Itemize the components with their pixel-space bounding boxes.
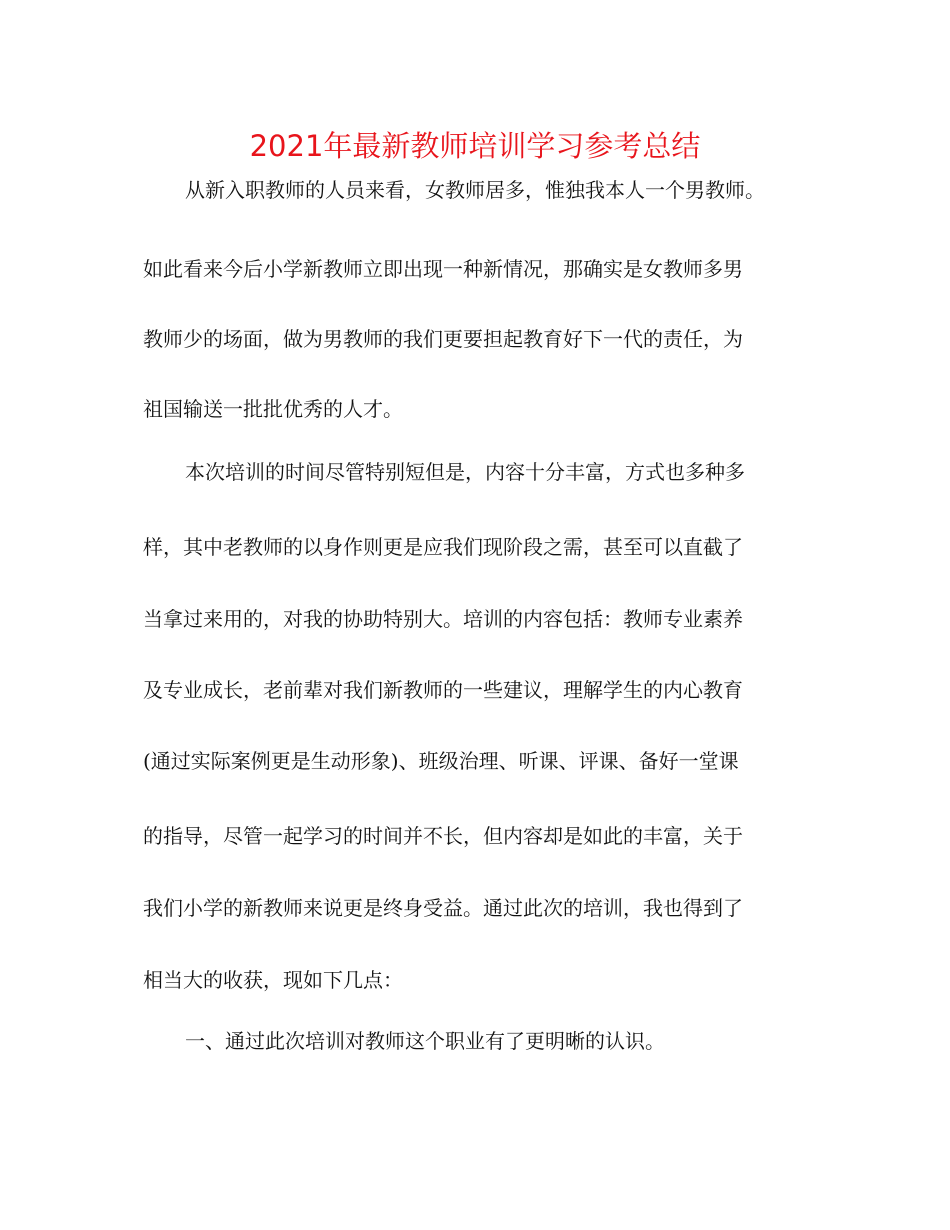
paragraph-line: 教师少的场面，做为男教师的我们更要担起教育好下一代的责任，为	[143, 327, 743, 351]
paragraph-line: 祖国输送一批批优秀的人才。	[143, 397, 403, 421]
paragraph-line: 的指导，尽管一起学习的时间并不长，但内容却是如此的丰富，关于	[143, 824, 743, 848]
paragraph-line: (通过实际案例更是生动形象)、班级治理、听课、评课、备好一堂课	[143, 749, 739, 773]
paragraph-line: 我们小学的新教师来说更是终身受益。通过此次的培训，我也得到了	[143, 896, 743, 920]
section-heading-line: 一、通过此次培训对教师这个职业有了更明晰的认识。	[185, 1029, 665, 1053]
paragraph-line: 如此看来今后小学新教师立即出现一种新情况，那确实是女教师多男	[143, 257, 743, 281]
paragraph-line: 当拿过来用的，对我的协助特别大。培训的内容包括：教师专业素养	[143, 607, 743, 631]
paragraph-line: 样，其中老教师的以身作则更是应我们现阶段之需，甚至可以直截了	[143, 535, 743, 559]
paragraph-line: 从新入职教师的人员来看，女教师居多，惟独我本人一个男教师。	[185, 178, 765, 202]
document-title: 2021年最新教师培训学习参考总结	[249, 129, 701, 163]
paragraph-line: 相当大的收获，现如下几点：	[143, 968, 403, 992]
paragraph-line: 及专业成长，老前辈对我们新教师的一些建议，理解学生的内心教育	[143, 678, 743, 702]
paragraph-line: 本次培训的时间尽管特别短但是，内容十分丰富，方式也多种多	[185, 460, 745, 484]
